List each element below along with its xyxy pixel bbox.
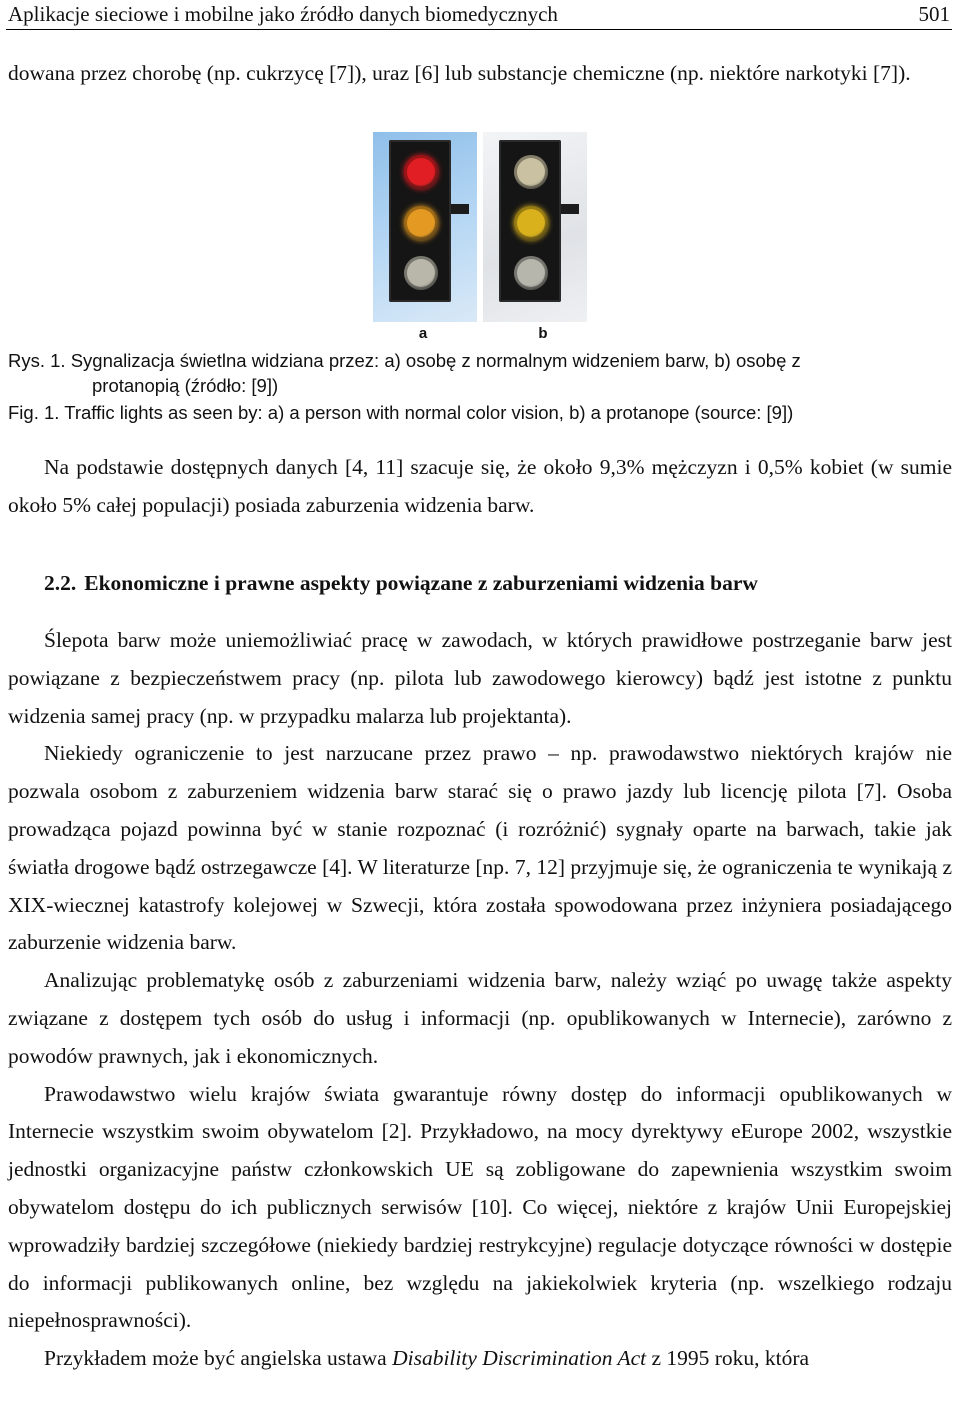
header-title: Aplikacje sieciowe i mobilne jako źródło danych biomedycznych [8,2,558,26]
paragraph-4: Analizując problematykę osób z zaburzeniami widzenia barw, należy wziąć po uwagę także aspekty związane z dostępem tych osób do usług i informacji (np. opublikowanych w Internecie), zarówno z powodów prawnych, jak i ekonomicznych. [8,968,952,1068]
paragraph-6 [8,1340,952,1378]
top-lamp-b [514,155,548,189]
section-title: Ekonomiczne i prawne aspekty powiązane z zaburzeniami widzenia barw [84,571,758,595]
caption-en-text: Fig. 1. Traffic lights as seen by: a) a person with normal color vision, b) a protanope (source: [9]) [8,402,794,423]
caption-pl-line1: Rys. 1. Sygnalizacja świetlna widziana przez: a) osobę z normalnym widzeniem barw, b) osobę z [8,350,801,371]
intro-paragraph [8,55,952,93]
body-text [8,622,952,1378]
act-title: Disability Discrimination Act [392,1346,647,1371]
off-lamp-a [404,256,438,290]
traffic-light-image-b [483,132,587,322]
amber-lamp-a [404,206,438,240]
red-lamp-a [404,155,438,189]
running-header [6,0,952,30]
paragraph-5: Prawodawstwo wielu krajów świata gwarantuje równy dostęp do informacji opublikowanych w Internecie wszystkim swoim obywatelom [2]. Przykładowo, na mocy dyrektywy eEurope 2002, wszystkie jednostki organizacyjne państw członkowskich UE są zobligowane do zapewnienia wszystkim swoim obywatelom dostępu do ich publicznych serwisów [10]. Co więcej, niektóre z krajów Unii Europejskiej wprowadziły bardziej szczegółowe (niekiedy bardziej restrykcyjne) regulacje dotyczące równości w dostępie do informacji publikowanych online, bez względu na jakiekolwiek kryteria (np. wszelkiego rodzaju niepełnosprawności). [8,1081,952,1333]
paragraph-3: Niekiedy ograniczenie to jest narzucane przez prawo – np. prawodawstwo niektórych krajów nie pozwala osobom z zaburzeniem widzenia barw starać się o prawo jazdy lub licencję pilota [7]. Osoba prowadząca pojazd powinna być w stanie rozpoznać (i rozróżnić) sygnały oparte na barwach, takie jak światła drogowe bądź ostrzegawcze [4]. W literaturze [np. 7, 12] przyjmuje się, że ograniczenia te wynikają z XIX-wiecznej katastrofy kolejowej w Szwecji, która została spowodowana przez inżyniera posiadającego zaburzenie widzenia barw. [8,741,952,955]
section-number: 2.2. [44,571,77,595]
traffic-light-housing [499,140,561,302]
caption-pl-line2: protanopią (źródło: [9]) [92,375,279,396]
section-heading [44,565,758,602]
paragraph-6-before: Przykładem może być angielska ustawa [44,1346,393,1371]
figure-label-a: a [418,325,428,342]
paragraph-1-text: Na podstawie dostępnych danych [4, 11] szacuje się, że około 9,3% mężczyzn i 0,5% kobiet (w sumie około 5% całej populacji) posiada zaburzenia widzenia barw. [8,455,952,517]
page-number: 501 [918,2,950,26]
middle-lamp-b [514,206,548,240]
figure-caption-english [8,400,952,425]
figure-label-b: b [538,325,548,342]
paragraph-1 [8,449,952,525]
bottom-lamp-b [514,256,548,290]
figure-caption-polish [8,348,938,398]
paragraph-2: Ślepota barw może uniemożliwiać pracę w zawodach, w których prawidłowe postrzeganie barw jest powiązane z bezpieczeństwem pracy (np. pilota lub zawodowego kierowcy) bądź jest istotne z punktu widzenia samej pracy (np. w przypadku malarza lub projektanta). [8,628,952,728]
figure-traffic-lights [373,132,589,344]
intro-text: dowana przez chorobę (np. cukrzycę [7]), uraz [6] lub substancje chemiczne (np. niektóre narkotyki [7]). [8,61,911,85]
traffic-light-image-a [373,132,477,322]
traffic-light-housing [389,140,451,302]
paragraph-6-after: z 1995 roku, która [646,1346,810,1371]
